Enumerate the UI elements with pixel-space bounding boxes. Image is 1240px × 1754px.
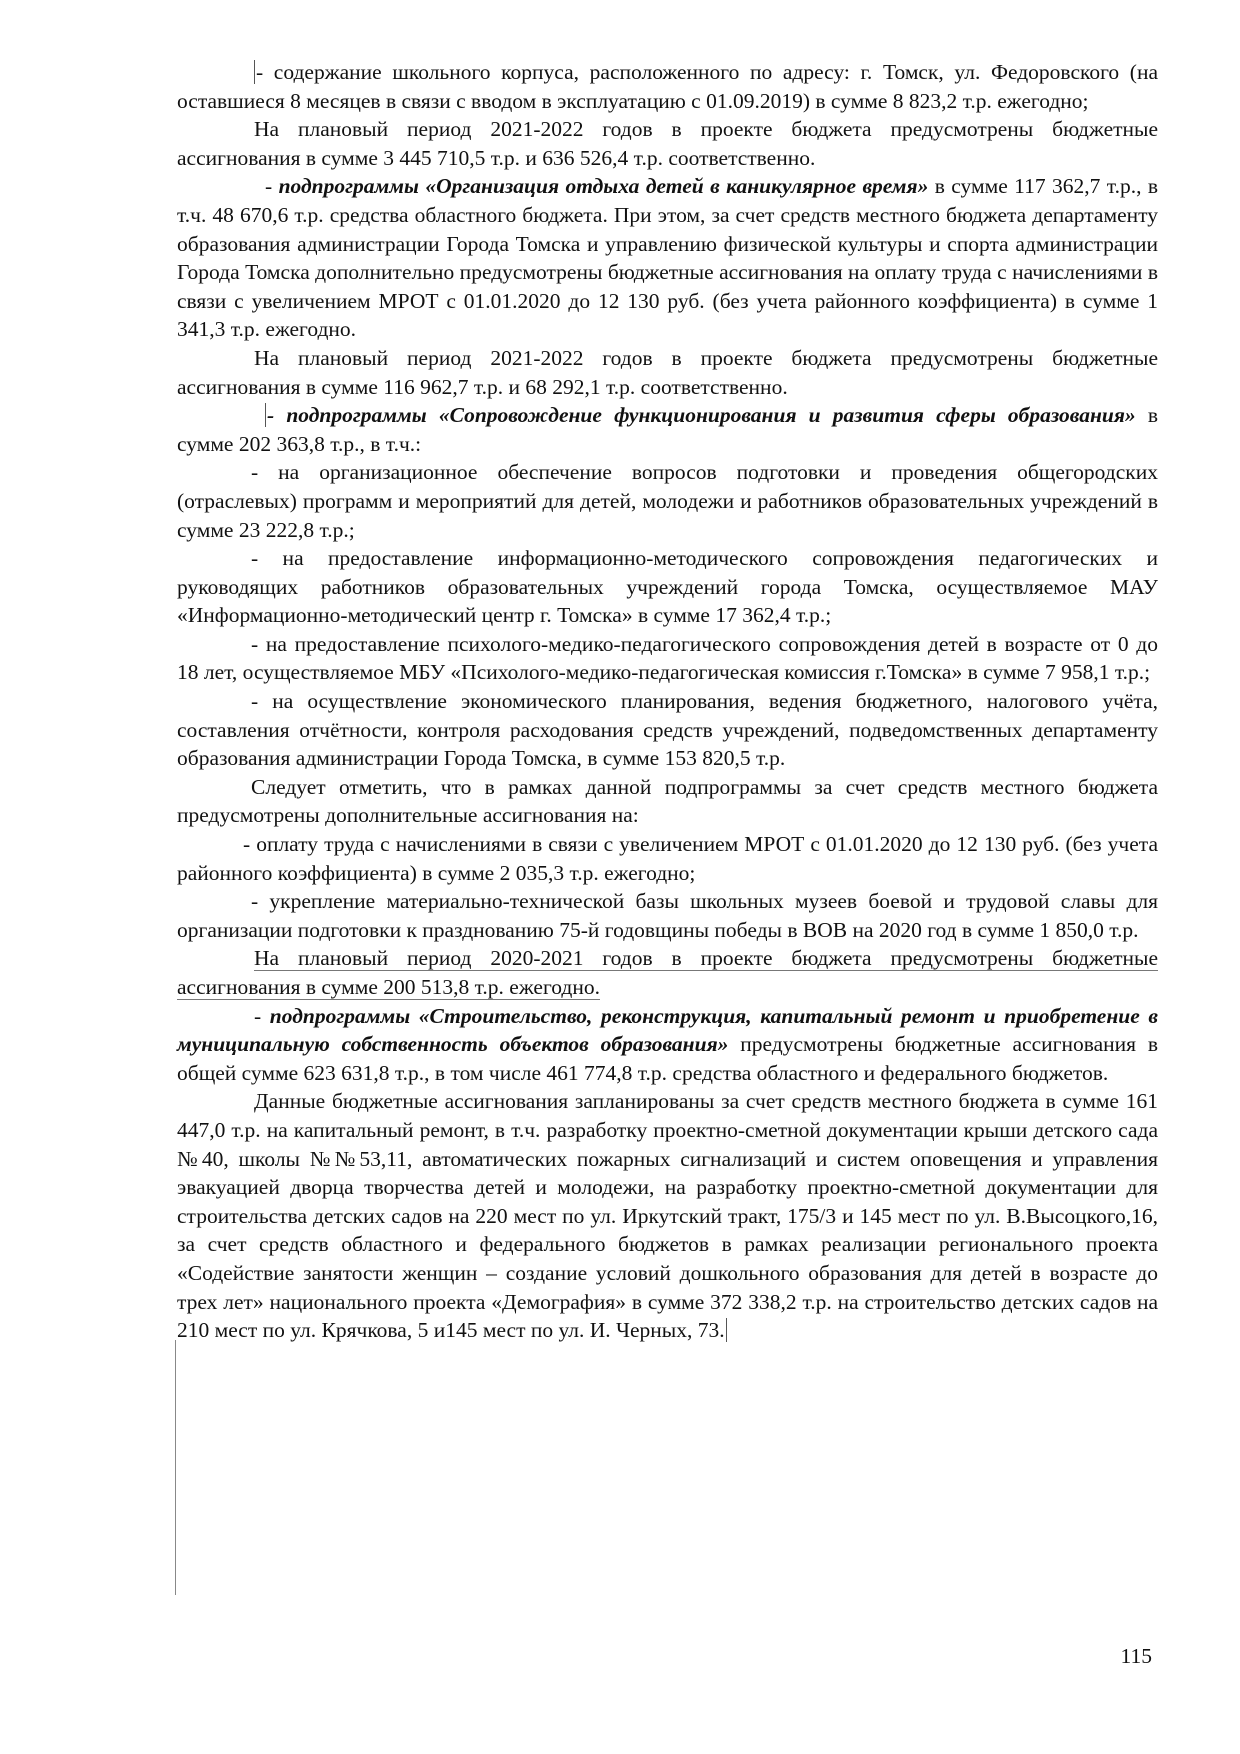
paragraph-text: предусмотрены бюджетные ассигнования в общей сумме 623 631,8 т.р., в том числе 461 774,8 т.р. средства областного и федерального бюджетов. [177,1032,1159,1085]
paragraph-text: На плановый период 2021-2022 годов в проекте бюджета предусмотрены бюджетные ассигнования в сумме 3 445 710,5 т.р. и 636 526,4 т.р. соответственно. [177,117,1158,170]
paragraph-subprogram-support [177,401,1158,458]
paragraph-text: На плановый период 2020-2021 годов в проекте бюджета предусмотрены бюджетные ассигнования в сумме 200 513,8 т.р. ежегодно. [177,946,1158,999]
paragraph-text: Следует отметить, что в рамках данной подпрограммы за счет средств местного бюджета предусмотрены дополнительные ассигнования на: [177,774,1158,828]
paragraph-text: Данные бюджетные ассигнования запланированы за счет средств местного бюджета в сумме 161 447,0 т.р. на капитальный ремонт, в т.ч. разработку проектно-сметной документации крыши детского сада №40, школы №№53,11, автоматических пожарных сигнализаций и систем оповещения и управления эвакуацией дворца творчества детей и молодежи, на разработку проектно-сметной документации для строительства детских садов на 220 мест по ул. Иркутский тракт, 175/3 и 145 мест по ул. В.Высоцкого,16, за счет средств областного и федерального бюджетов в рамках реализации регионального проекта «Содействие занятости женщин – создание условий дошкольного образования для детей в возрасте до трех лет» национального проекта «Демография» в сумме 372 338,2 т.р. на строительство детских садов на 210 мест по ул. Крячкова, 5 и145 мест по ул. И. Черных, 73. [177,1089,1158,1343]
subprogram-title: подпрограммы «Строительство, реконструкция, капитальный ремонт и приобретение в муниципальную собственность объектов образования» [177,1003,1158,1057]
paragraph-planning-period-3 [177,944,1158,1001]
paragraph-planning-period-1 [177,115,1158,172]
subprogram-title: подпрограммы «Организация отдыха детей в каникулярное время» [278,174,929,199]
paragraph-text: - на осуществление экономического планирования, ведения бюджетного, налогового учёта, составления отчётности, контроля расходования средств учреждений, подведомственных департаменту образования администрации Города Томска, в сумме 153 820,5 т.р. [177,689,1158,771]
paragraph-planning-period-2 [177,344,1158,401]
paragraph-capital-repair [177,1087,1158,1344]
paragraph-note [177,773,1158,830]
list-item-wages [177,830,1158,887]
list-item-museums [177,887,1158,944]
list-item-methodical [177,544,1158,630]
paragraph-text: - на предоставление информационно-методического сопровождения педагогических и руководящих работников образовательных учреждений города Томска, осуществляемое МАУ «Информационно-методический центр г. Томска» в сумме 17 362,4 т.р.; [177,546,1158,628]
paragraph-subprogram-vacation [177,172,1158,344]
paragraph-text: в сумме 202 363,8 т.р., в т.ч.: [177,403,1158,456]
paragraph-school-building [177,58,1158,115]
paragraph-prefix: - [254,1003,270,1028]
document-body [177,58,1158,1345]
paragraph-subprogram-construction [177,1002,1158,1088]
revision-bar [175,1340,176,1595]
subprogram-title: - подпрограммы «Сопровождение функционирования и развития сферы образования» [267,403,1136,428]
paragraph-text: - на предоставление психолого-медико-педагогического сопровождения детей в возрасте от 0 до 18 лет, осуществляемое МБУ «Психолого-медико-педагогическая комиссия г.Томска» в сумме 7 958,1 т.р.; [177,631,1158,685]
paragraph-text: На плановый период 2021-2022 годов в проекте бюджета предусмотрены бюджетные ассигнования в сумме 116 962,7 т.р. и 68 292,1 т.р. соответственно. [177,345,1158,399]
paragraph-text: - на организационное обеспечение вопросов подготовки и проведения общегородских (отраслевых) программ и мероприятий для детей, молодежи и работников образовательных учреждений в сумме 23 222,8 т.р.; [177,460,1158,542]
list-item-psychological [177,630,1158,687]
list-item-organizational [177,458,1158,544]
paragraph-text: - оплату труда с начислениями в связи с увеличением МРОТ с 01.01.2020 до 12 130 руб. (без учета районного коэффициента) в сумме 2 035,3 т.р. ежегодно; [177,832,1158,885]
paragraph-text: - содержание школьного корпуса, расположенного по адресу: г. Томск, ул. Федоровского (на оставшиеся 8 месяцев в связи с вводом в эксплуатацию с 01.09.2019) в сумме 8 823,2 т.р. ежегодно; [177,60,1158,113]
paragraph-text: - укрепление материально-технической базы школьных музеев боевой и трудовой славы для организации подготовки к празднованию 75-й годовщины победы в ВОВ на 2020 год в сумме 1 850,0 т.р. [177,889,1158,942]
page-number: 115 [1120,1644,1152,1668]
paragraph-prefix: - [265,174,279,199]
paragraph-text: в сумме 117 362,7 т.р., в т.ч. 48 670,6 т.р. средства областного бюджета. При этом, за счет средств местного бюджета департаменту образования администрации Города Томска и управлению физической культуры и спорта администрации Города Томска дополнительно предусмотрены бюджетные ассигнования на оплату труда с начислениями в связи с увеличением МРОТ с 01.01.2020 до 12 130 руб. (без учета районного коэффициента) в сумме 1 341,3 т.р. ежегодно. [177,174,1158,342]
list-item-economic-planning [177,687,1158,773]
